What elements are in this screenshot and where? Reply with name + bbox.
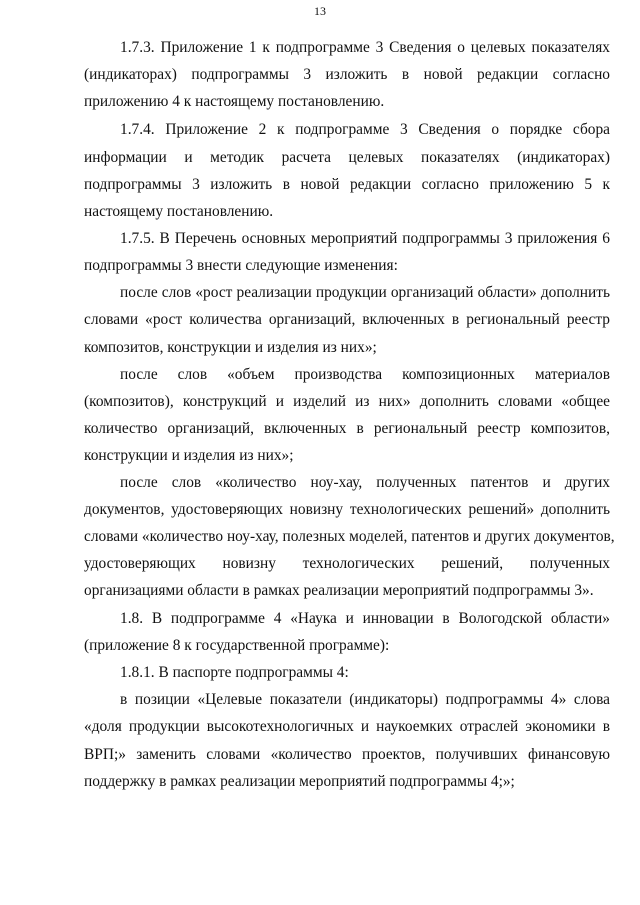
text-line: количество организаций, включенных в региональный реестр композитов,: [84, 420, 610, 437]
text-line: (приложение 8 к государственной программе):: [84, 637, 390, 654]
text-line: «доля продукции высокотехнологичных и наукоемких отраслей экономики в: [84, 718, 610, 735]
text-line: настоящему постановлению.: [84, 203, 274, 220]
text-line: удостоверяющих новизну технологических решений, полученных: [84, 555, 610, 572]
text-line: словами «количество ноу-хау, полезных моделей, патентов и других документов,: [84, 528, 615, 545]
text-line: 1.7.3. Приложение 1 к подпрограмме 3 Сведения о целевых показателях: [120, 39, 610, 56]
text-line: конструкции и изделия из них»;: [84, 447, 294, 464]
text-line: в позиции «Целевые показатели (индикаторы) подпрограммы 4» слова: [120, 691, 610, 708]
text-line: после слов «количество ноу-хау, полученных патентов и других: [120, 474, 610, 491]
text-line: композитов, конструкции и изделия из них»;: [84, 339, 377, 356]
text-line: (композитов), конструкций и изделий из них» дополнить словами «общее: [84, 393, 610, 410]
text-line: документов, удостоверяющих новизну технологических решений» дополнить: [84, 501, 610, 518]
text-line: подпрограммы 3 изложить в новой редакции согласно приложению 5 к: [84, 176, 610, 193]
text-line: 1.7.5. В Перечень основных мероприятий подпрограммы 3 приложения 6: [120, 230, 610, 247]
text-line: после слов «объем производства композиционных материалов: [120, 366, 610, 383]
text-line: ВРП;» заменить словами «количество проектов, получивших финансовую: [84, 746, 610, 763]
text-line: словами «рост количества организаций, включенных в региональный реестр: [84, 311, 610, 328]
text-line: организациями области в рамках реализации мероприятий подпрограммы 3».: [84, 582, 594, 599]
text-line: 1.7.4. Приложение 2 к подпрограмме 3 Сведения о порядке сбора: [120, 121, 610, 138]
page-number: 13: [314, 4, 326, 18]
text-line: подпрограммы 3 внести следующие изменения:: [84, 257, 398, 274]
text-line: информации и методик расчета целевых показателях (индикаторах): [84, 149, 610, 166]
text-line: после слов «рост реализации продукции организаций области» дополнить: [120, 284, 610, 301]
text-line: 1.8. В подпрограмме 4 «Наука и инновации в Вологодской области»: [120, 610, 610, 627]
text-line: (индикаторах) подпрограммы 3 изложить в новой редакции согласно: [84, 66, 610, 83]
text-line: 1.8.1. В паспорте подпрограммы 4:: [120, 664, 349, 681]
text-line: поддержку в рамках реализации мероприятий подпрограммы 4;»;: [84, 773, 515, 790]
text-line: приложению 4 к настоящему постановлению.: [84, 93, 385, 110]
